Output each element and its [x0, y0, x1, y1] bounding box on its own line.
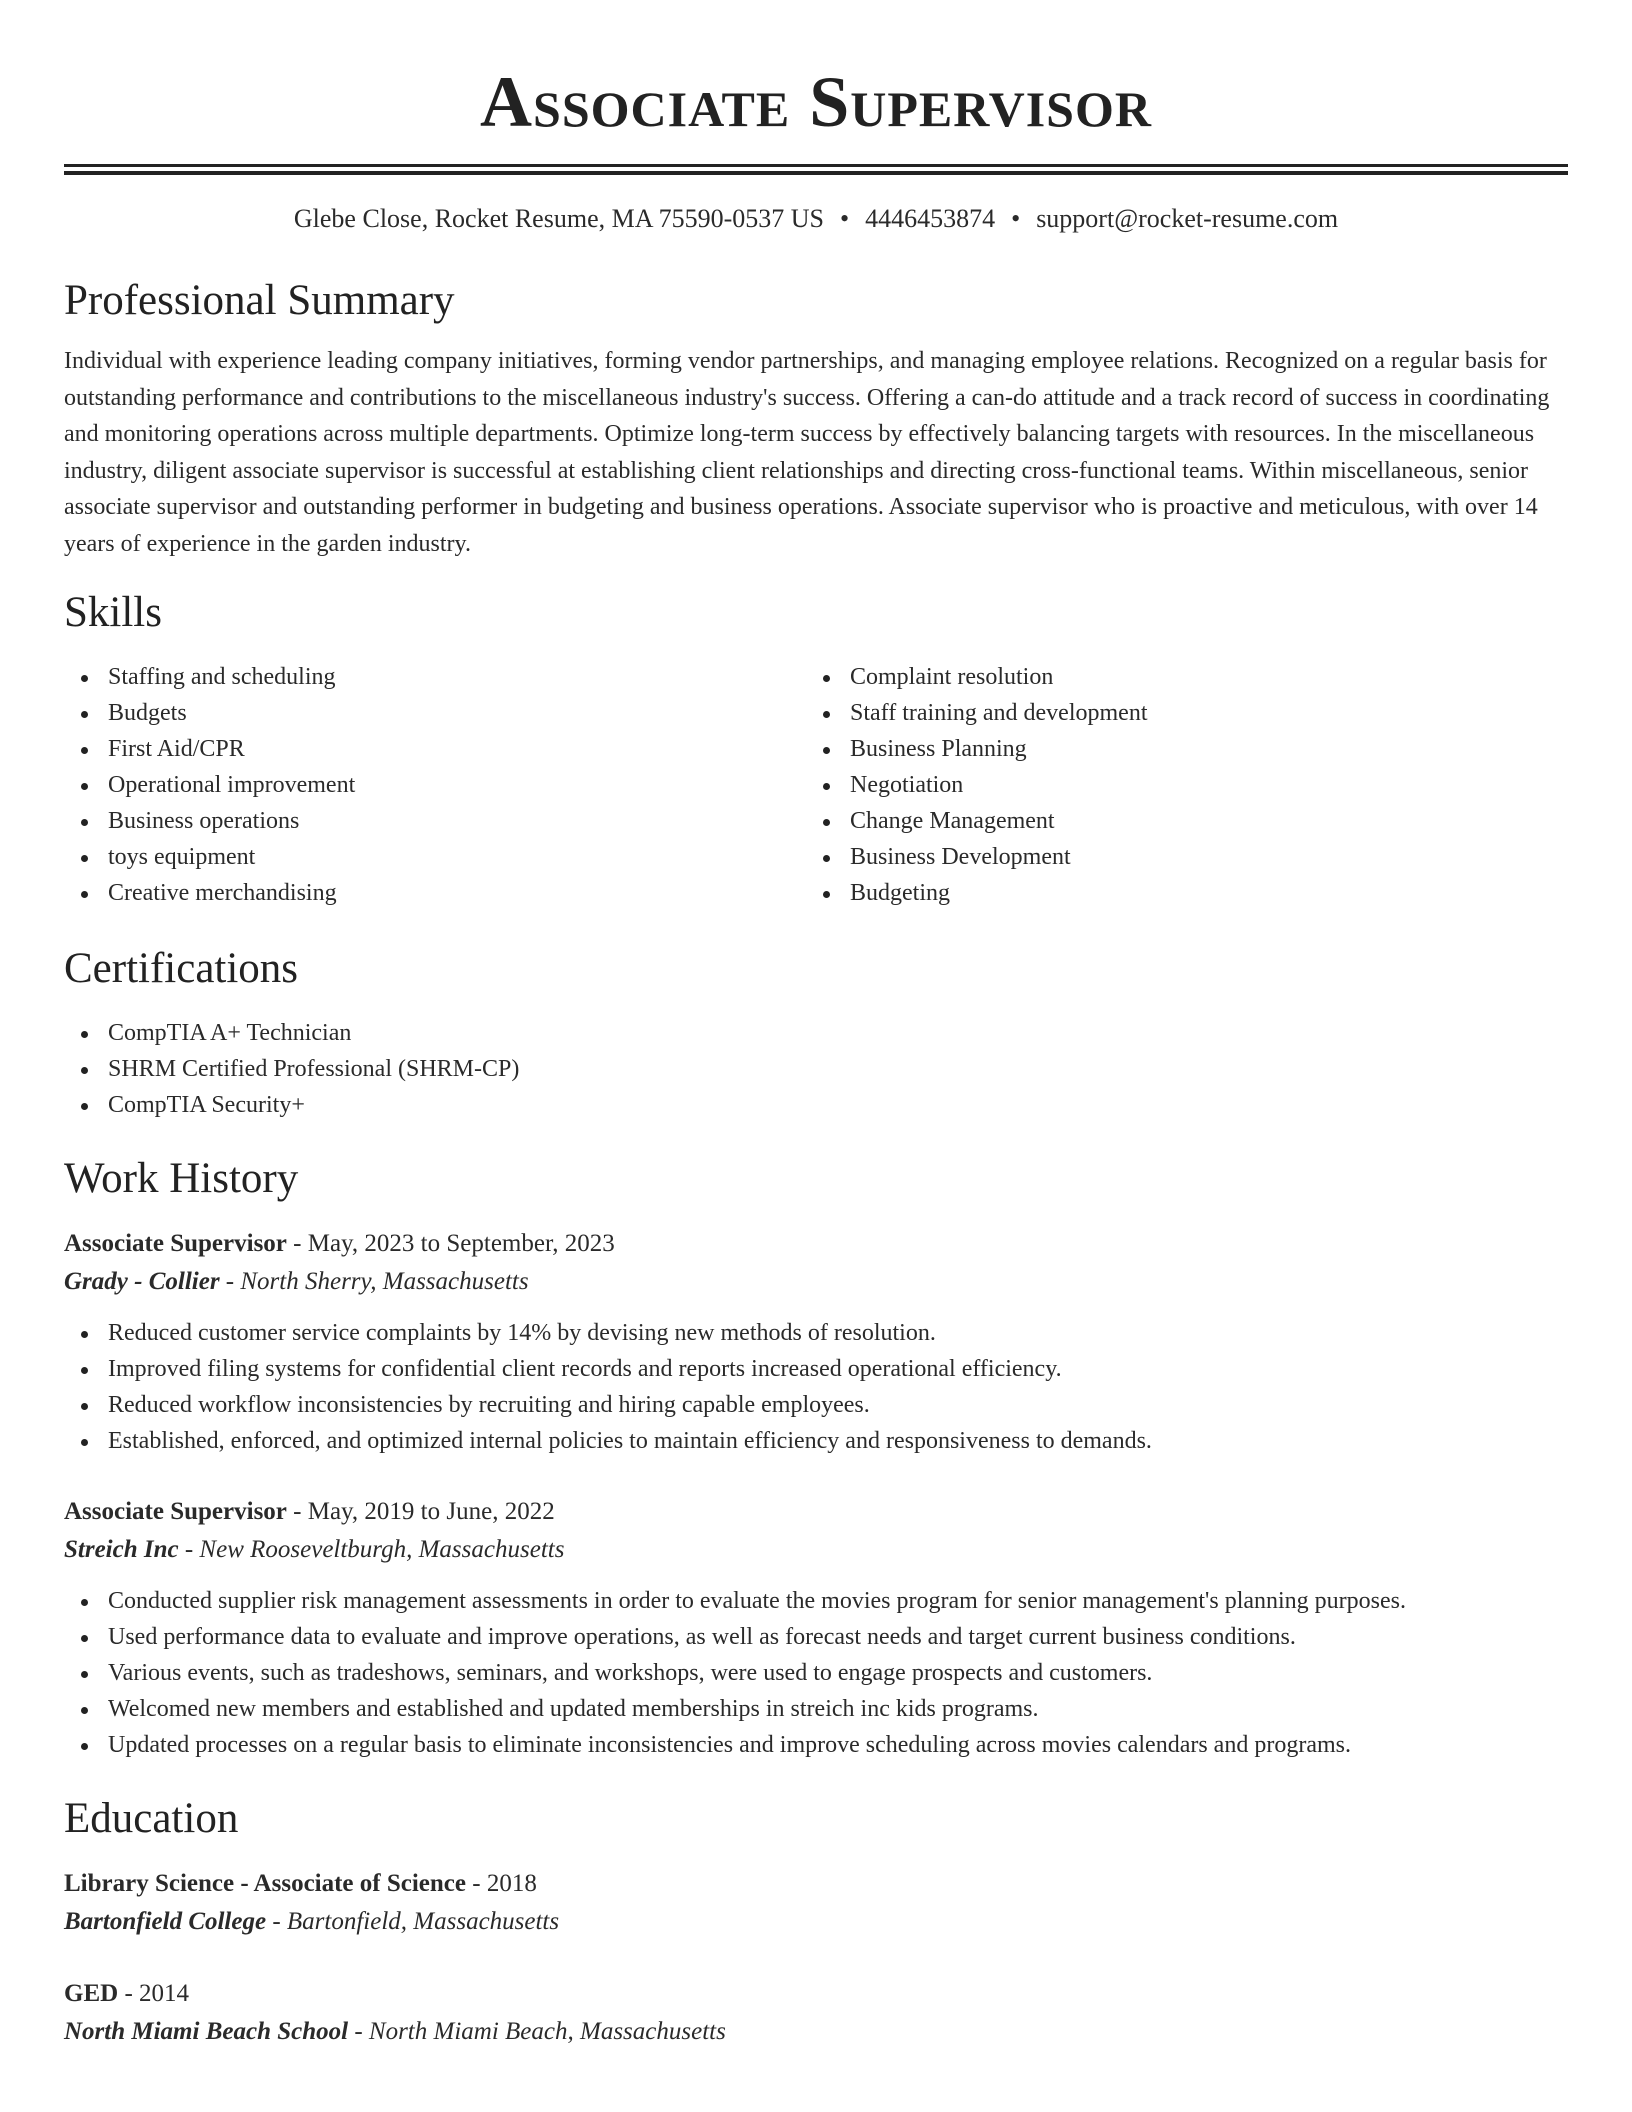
skill-item: Budgets: [64, 695, 806, 731]
skill-item: Business Development: [806, 839, 1548, 875]
skill-item: Business Planning: [806, 731, 1548, 767]
certifications-list: [64, 1015, 1568, 1123]
job-bullets: [64, 1315, 1568, 1459]
job-entry: [64, 1225, 1568, 1459]
job-title: Associate Supervisor: [64, 1229, 287, 1257]
education-year: - 2018: [466, 1869, 537, 1897]
education-degree: GED: [64, 1979, 119, 2007]
skills-column-right: [806, 659, 1548, 911]
work-history-heading: Work History: [64, 1154, 299, 1202]
certification-item: SHRM Certified Professional (SHRM-CP): [64, 1051, 1568, 1087]
job-dates: - May, 2023 to September, 2023: [286, 1229, 615, 1257]
job-entry: [64, 1493, 1568, 1763]
skill-item: Complaint resolution: [806, 659, 1548, 695]
education-school: North Miami Beach School: [64, 2017, 349, 2045]
skill-item: Operational improvement: [64, 767, 806, 803]
education-entry: [64, 1865, 1568, 1941]
job-bullet: Updated processes on a regular basis to eliminate inconsistencies and improve scheduling across movies calendars and programs.: [64, 1727, 1568, 1763]
contact-email: support@rocket-resume.com: [1036, 204, 1339, 233]
header-divider: [64, 164, 1568, 175]
job-title: Associate Supervisor: [64, 1497, 287, 1525]
job-dates: - May, 2019 to June, 2022: [286, 1497, 555, 1525]
education-school: Bartonfield College: [64, 1907, 267, 1935]
contact-phone: 4446453874: [865, 204, 996, 233]
education-heading: Education: [64, 1794, 239, 1842]
skill-item: Staff training and development: [806, 695, 1548, 731]
job-bullet: Reduced customer service complaints by 14% by devising new methods of resolution.: [64, 1315, 1568, 1351]
education-location: - North Miami Beach, Massachusetts: [348, 2017, 726, 2045]
job-bullet: Established, enforced, and optimized internal policies to maintain efficiency and responsiveness to demands.: [64, 1423, 1568, 1459]
contact-separator: •: [839, 204, 850, 233]
job-company: Grady - Collier: [64, 1267, 220, 1295]
summary-heading: Professional Summary: [64, 277, 455, 324]
job-company-line: [64, 1263, 1568, 1301]
job-company: Streich Inc: [64, 1535, 179, 1563]
education-degree-line: [64, 1865, 1568, 1903]
skill-item: Budgeting: [806, 875, 1548, 911]
contact-address: Glebe Close, Rocket Resume, MA 75590-0537 US: [293, 204, 824, 233]
job-company-line: [64, 1531, 1568, 1569]
job-location: - New Rooseveltburgh, Massachusetts: [178, 1535, 565, 1563]
certifications-heading: Certifications: [64, 944, 299, 992]
skill-item: Business operations: [64, 803, 806, 839]
summary-text: Individual with experience leading company initiatives, forming vendor partnerships, and managing employee relations. Recognized on a regular basis for outstanding performance and contributions to the miscellaneous industry's success. Offering a can-do attitude and a track record of success in coordinating and monitoring operations across multiple departments. Optimize long-term success by effectively balancing targets with resources. In the miscellaneous industry, diligent associate supervisor is successful at establishing client relationships and directing cross-functional teams. Within miscellaneous, senior associate supervisor and outstanding performer in budgeting and business operations. Associate supervisor who is proactive and meticulous, with over 14 years of experience in the garden industry.: [64, 348, 1550, 557]
job-bullet: Conducted supplier risk management assessments in order to evaluate the movies program for senior management's planning purposes.: [64, 1583, 1568, 1619]
education-degree-line: [64, 1975, 1568, 2013]
education-entry: [64, 1975, 1568, 2051]
skill-item: Staffing and scheduling: [64, 659, 806, 695]
job-title-line: [64, 1225, 1568, 1263]
job-location: - North Sherry, Massachusetts: [219, 1267, 529, 1295]
job-bullet: Reduced workflow inconsistencies by recruiting and hiring capable employees.: [64, 1387, 1568, 1423]
skill-item: First Aid/CPR: [64, 731, 806, 767]
skills-list: [64, 659, 1568, 911]
skill-item: Creative merchandising: [64, 875, 806, 911]
skill-item: Change Management: [806, 803, 1548, 839]
skill-item: toys equipment: [64, 839, 806, 875]
skill-item: Negotiation: [806, 767, 1548, 803]
skills-heading: Skills: [64, 588, 162, 636]
education-school-line: [64, 1903, 1568, 1941]
job-title-line: [64, 1493, 1568, 1531]
skills-column-left: [64, 659, 806, 911]
job-bullet: Used performance data to evaluate and improve operations, as well as forecast needs and target current business conditions.: [64, 1619, 1568, 1655]
education-degree: Library Science - Associate of Science: [64, 1869, 466, 1897]
resume-page: [64, 0, 1568, 2051]
job-bullet: Welcomed new members and established and updated memberships in streich inc kids programs.: [64, 1691, 1568, 1727]
job-bullets: [64, 1583, 1568, 1763]
education-location: - Bartonfield, Massachusetts: [266, 1907, 560, 1935]
job-bullet: Various events, such as tradeshows, seminars, and workshops, were used to engage prospects and customers.: [64, 1655, 1568, 1691]
certification-item: CompTIA Security+: [64, 1087, 1568, 1123]
contact-separator: •: [1011, 204, 1021, 233]
education-year: - 2014: [118, 1979, 190, 2007]
resume-name: Associate Supervisor: [480, 62, 1152, 142]
education-school-line: [64, 2013, 1568, 2051]
certification-item: CompTIA A+ Technician: [64, 1015, 1568, 1051]
contact-line: [64, 203, 1568, 235]
job-bullet: Improved filing systems for confidential client records and reports increased operational efficiency.: [64, 1351, 1568, 1387]
